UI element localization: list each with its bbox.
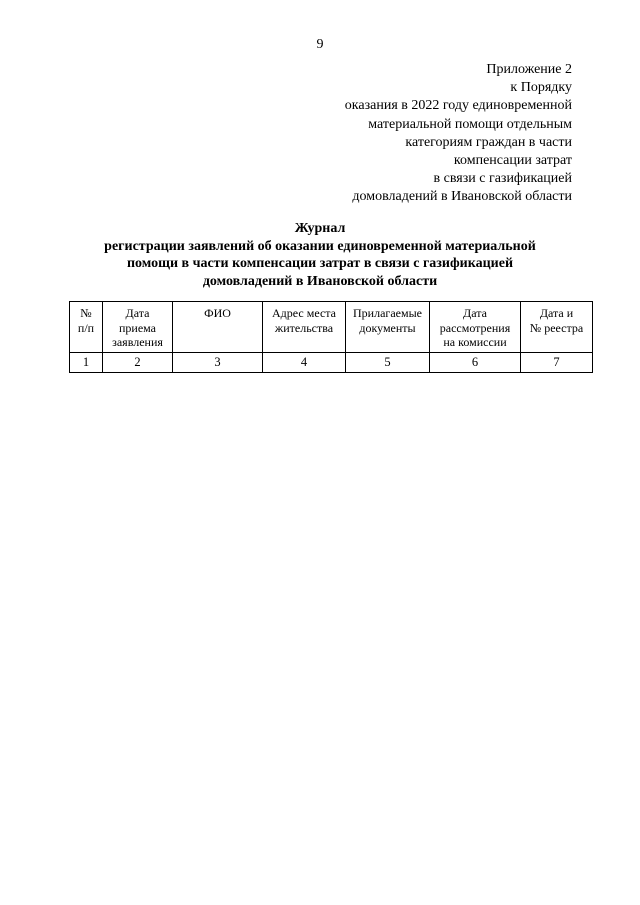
column-number-cell: 1	[70, 353, 103, 373]
column-header-number	[70, 302, 103, 353]
column-header-review-date	[430, 302, 521, 353]
column-header-registry	[521, 302, 593, 353]
header-text-line: № реестра	[529, 320, 584, 335]
header-text-line: заявления	[112, 335, 163, 349]
header-text-line: Дата	[463, 306, 487, 320]
header-text-line: п/п	[77, 320, 95, 335]
header-text-line: ФИО	[204, 306, 231, 320]
header-text-line: документы	[359, 320, 416, 335]
journal-heading	[70, 220, 570, 290]
column-header-full-name	[173, 302, 263, 353]
table-header-row	[70, 302, 593, 353]
page-number: 9	[316, 37, 324, 52]
column-number-cell: 6	[430, 353, 521, 373]
table-column-number-row	[70, 353, 593, 373]
column-number-cell: 3	[173, 353, 263, 373]
journal-subtitle-line: помощи в части компенсации затрат в связи с газификацией	[126, 256, 514, 272]
appendix-line: категориям граждан в части	[405, 134, 572, 150]
header-text-line: Дата и	[539, 306, 574, 320]
header-text-line: на комиссии	[443, 335, 507, 349]
appendix-line: в связи с газификацией	[433, 171, 572, 187]
journal-title: Журнал	[294, 221, 346, 236]
appendix-reference	[272, 61, 572, 207]
appendix-line: к Порядку	[510, 80, 572, 96]
appendix-line: домовладений в Ивановской области	[352, 189, 572, 205]
column-number-cell: 4	[263, 353, 346, 373]
appendix-line: оказания в 2022 году единовременной	[344, 98, 572, 114]
header-text-line: Прилагаемые	[353, 306, 422, 320]
registration-journal-table	[69, 301, 593, 373]
appendix-line: Приложение 2	[486, 62, 572, 77]
appendix-line: компенсации затрат	[453, 153, 572, 169]
column-number-cell: 7	[521, 353, 593, 373]
header-text-line: №	[80, 306, 92, 320]
journal-subtitle-line: домовладений в Ивановской области	[202, 273, 438, 289]
header-text-line: рассмотрения	[439, 320, 511, 335]
header-text-line: жительства	[274, 320, 334, 335]
column-number-cell: 5	[346, 353, 430, 373]
column-number-cell: 2	[103, 353, 173, 373]
header-text-line: приема	[118, 320, 156, 335]
header-text-line: Адрес места	[272, 306, 336, 320]
column-header-application-date	[103, 302, 173, 353]
header-text-line: Дата	[125, 306, 150, 320]
column-header-attached-documents	[346, 302, 430, 353]
column-header-address	[263, 302, 346, 353]
journal-subtitle-line: регистрации заявлений об оказании единовременной материальной	[104, 238, 536, 254]
appendix-line: материальной помощи отдельным	[368, 116, 572, 132]
